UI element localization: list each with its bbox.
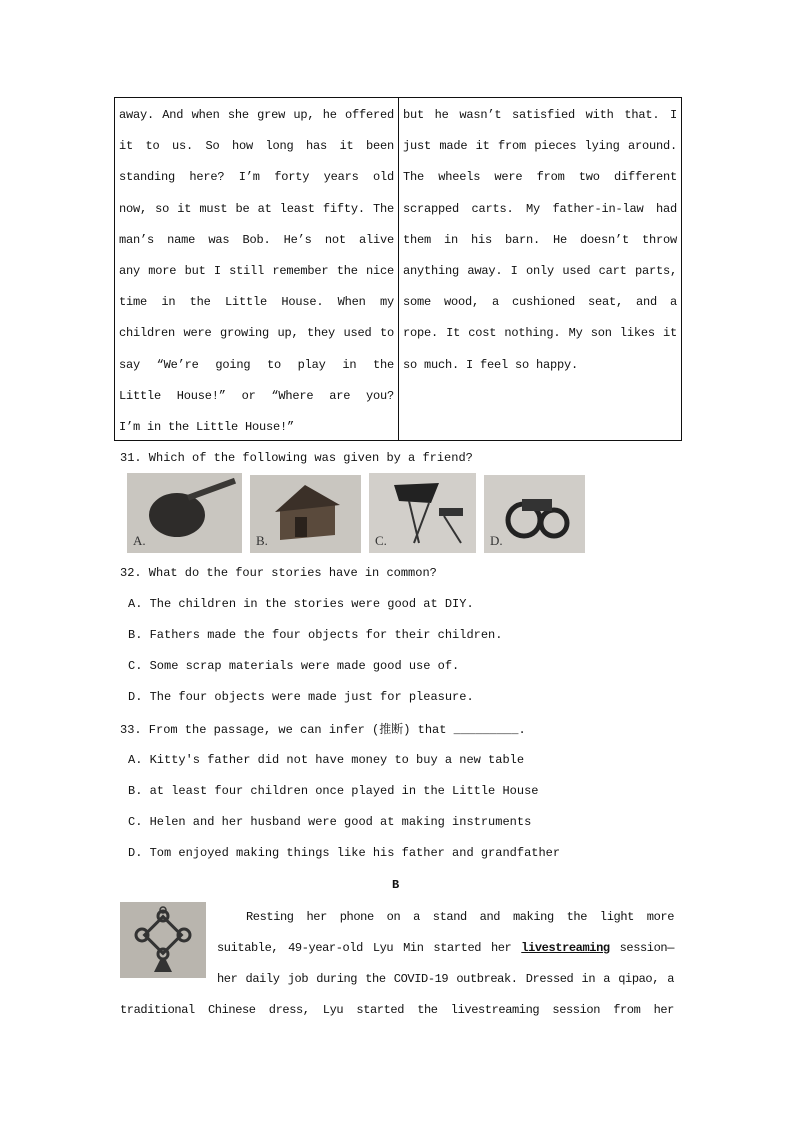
question-31: 31. Which of the following was given by a friend? [120, 451, 473, 465]
table-text-line: Little House!” or “Where are you? [119, 388, 394, 403]
q33-option-d[interactable]: D. Tom enjoyed making things like his father and grandfather [128, 846, 561, 860]
passage-line: Resting her phone on a stand and making the light more [246, 910, 674, 924]
option-a-image[interactable] [127, 473, 242, 553]
option-label: A. [133, 533, 146, 548]
table-text-line: rope. It cost nothing. My son likes it [403, 326, 677, 341]
table-cell-left [115, 98, 399, 440]
q32-option-d[interactable]: D. The four objects were made just for pleasure. [128, 690, 474, 704]
passage-text: suitable, 49-year-old Lyu Min started her [217, 941, 522, 955]
passage-line [217, 933, 674, 964]
table-text-line: now, so it must be at least fifty. The [119, 201, 394, 216]
table-text-line: some wood, a cushioned seat, and a [403, 295, 677, 310]
q33-option-c[interactable]: C. Helen and her husband were good at making instruments [128, 815, 532, 829]
option-label: D. [490, 533, 503, 548]
key-word-livestreaming: livestreaming [521, 941, 610, 955]
table-text-line: I’m in the Little House!” [119, 419, 295, 434]
table-cell-right [399, 98, 681, 440]
table-text-line: standing here? I’m forty years old [119, 170, 394, 185]
table-text-line: just made it from pieces lying around. [403, 139, 677, 154]
table-text-line: The wheels were from two different [403, 170, 677, 185]
option-label: B. [256, 533, 268, 548]
passage-line: her daily job during the COVID-19 outbreak. Dressed in a qipao, a [217, 972, 674, 986]
table-text-line: man’s name was Bob. He’s not alive [119, 232, 394, 247]
option-c-image[interactable] [369, 473, 476, 553]
question-33: 33. From the passage, we can infer (推断) that _________. [120, 723, 526, 737]
story-table [114, 97, 682, 441]
q32-option-b[interactable]: B. Fathers made the four objects for their children. [128, 628, 503, 642]
q33-option-b[interactable]: B. at least four children once played in the Little House [128, 784, 539, 798]
table-text-line: so much. I feel so happy. [403, 357, 579, 372]
q32-option-a[interactable]: A. The children in the stories were good at DIY. [128, 597, 474, 611]
table-text-line: anything away. I only used cart parts, [403, 263, 677, 278]
table-text-line: them in his barn. He doesn’t throw [403, 232, 677, 247]
table-text-line: time in the Little House. When my [119, 295, 394, 310]
table-text-line: away. And when she grew up, he offered [119, 108, 394, 122]
option-label: C. [375, 533, 387, 548]
table-text-line: say “We’re going to play in the [119, 357, 394, 372]
section-heading: B [392, 878, 400, 892]
option-d-image[interactable] [484, 475, 585, 553]
passage-line: traditional Chinese dress, Lyu started the livestreaming session from her [120, 1003, 674, 1017]
table-text-line: it to us. So how long has it been [119, 139, 394, 154]
chinese-knot-image [120, 902, 206, 978]
q32-option-c[interactable]: C. Some scrap materials were made good use of. [128, 659, 460, 673]
option-b-image[interactable] [250, 475, 361, 553]
table-text-line: children were growing up, they used to [119, 326, 394, 341]
question-32: 32. What do the four stories have in common? [120, 566, 437, 580]
chinese-knot-icon [120, 902, 206, 978]
passage-text: session— [609, 941, 674, 955]
table-text-line: any more but I still remember the nice [119, 263, 394, 278]
table-text-line: but he wasn’t satisfied with that. I [403, 108, 677, 122]
table-text-line: scrapped carts. My father-in-law had [403, 201, 677, 216]
q33-option-a[interactable]: A. Kitty's father did not have money to buy a new table [128, 753, 525, 767]
